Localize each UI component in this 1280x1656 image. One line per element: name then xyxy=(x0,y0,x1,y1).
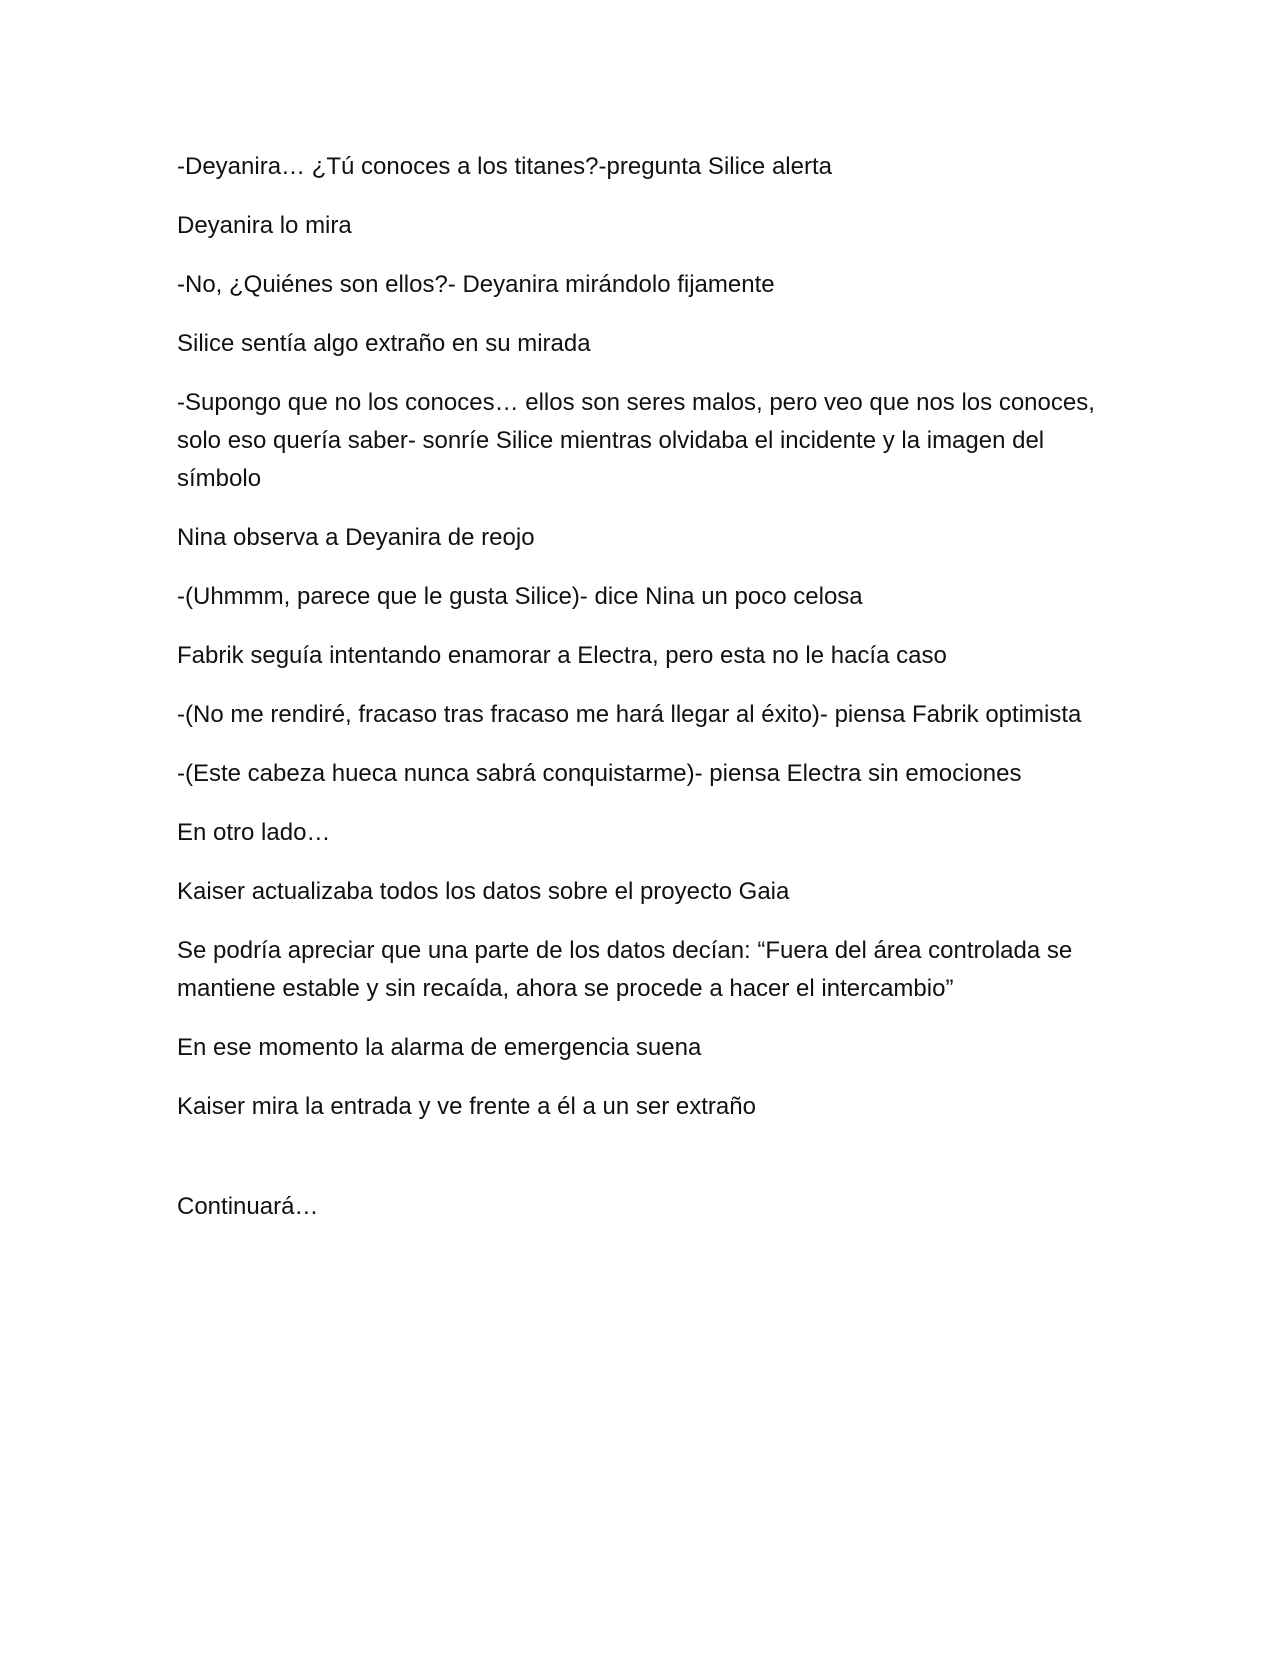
paragraph: Silice sentía algo extraño en su mirada xyxy=(177,330,591,357)
paragraph: -(Uhmmm, parece que le gusta Silice)- dice Nina un poco celosa xyxy=(177,583,863,610)
document-body xyxy=(177,148,1107,1247)
paragraph: En ese momento la alarma de emergencia suena xyxy=(177,1034,702,1061)
blank-line xyxy=(177,1147,1107,1188)
paragraph: -(No me rendiré, fracaso tras fracaso me hará llegar al éxito)- piensa Fabrik optimista xyxy=(177,701,1082,728)
paragraph: -Deyanira… ¿Tú conoces a los titanes?-pregunta Silice alerta xyxy=(177,153,832,180)
paragraph: Fabrik seguía intentando enamorar a Electra, pero esta no le hacía caso xyxy=(177,642,947,669)
paragraph: En otro lado… xyxy=(177,819,331,846)
closing-line: Continuará… xyxy=(177,1193,319,1220)
paragraph: Se podría apreciar que una parte de los datos decían: “Fuera del área controlada se mantiene estable y sin recaída, ahora se procede a hacer el intercambio” xyxy=(177,937,1073,1002)
paragraph: Kaiser mira la entrada y ve frente a él a un ser extraño xyxy=(177,1093,756,1120)
paragraph: Kaiser actualizaba todos los datos sobre el proyecto Gaia xyxy=(177,878,790,905)
paragraph: Deyanira lo mira xyxy=(177,212,352,239)
paragraph: -(Este cabeza hueca nunca sabrá conquistarme)- piensa Electra sin emociones xyxy=(177,760,1022,787)
paragraph: Nina observa a Deyanira de reojo xyxy=(177,524,535,551)
paragraph: -Supongo que no los conoces… ellos son seres malos, pero veo que nos los conoces, solo eso quería saber- sonríe Silice mientras olvidaba el incidente y la imagen del símbolo xyxy=(177,389,1095,492)
paragraph: -No, ¿Quiénes son ellos?- Deyanira mirándolo fijamente xyxy=(177,271,775,298)
